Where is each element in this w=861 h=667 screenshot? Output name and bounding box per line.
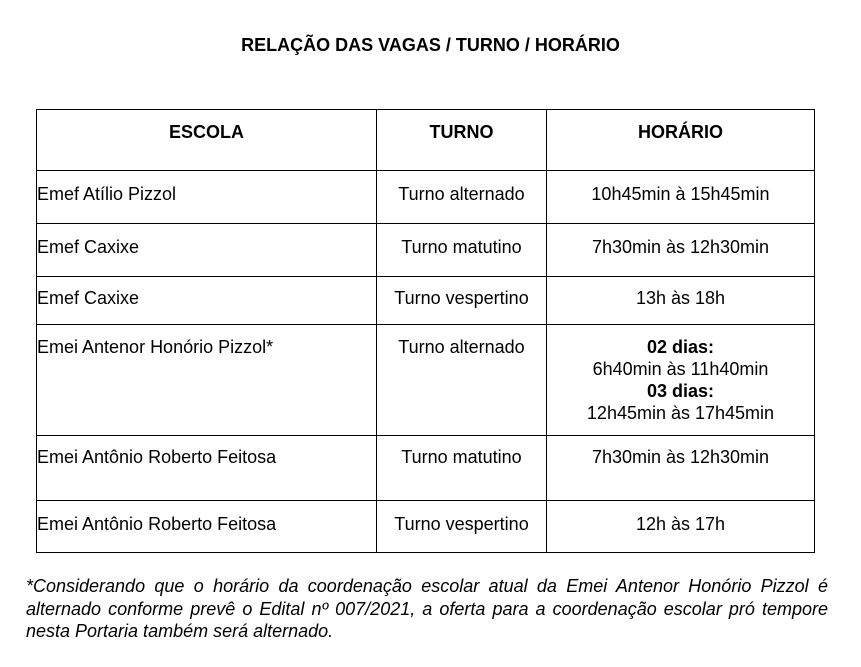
- table-row: [37, 501, 815, 553]
- horario-label: 02 dias:: [646, 337, 715, 357]
- table-row: [37, 224, 815, 277]
- horario-value: 12h45min às 17h45min: [586, 403, 775, 423]
- cell-escola: Emei Antônio Roberto Feitosa: [37, 501, 377, 553]
- cell-escola: Emef Caxixe: [37, 224, 377, 277]
- cell-turno: Turno alternado: [377, 325, 547, 436]
- cell-horario: [547, 325, 815, 436]
- cell-escola: Emef Caxixe: [37, 277, 377, 325]
- cell-escola: Emei Antenor Honório Pizzol*: [37, 325, 377, 436]
- cell-turno: Turno matutino: [377, 224, 547, 277]
- horario-value: 6h40min às 11h40min: [592, 359, 769, 379]
- cell-horario: 13h às 18h: [547, 277, 815, 325]
- cell-turno: Turno vespertino: [377, 501, 547, 553]
- horario-label: 03 dias:: [646, 381, 715, 401]
- header-turno: TURNO: [377, 110, 547, 171]
- table-header-row: [37, 110, 815, 171]
- cell-escola: Emef Atílio Pizzol: [37, 171, 377, 224]
- document-title: RELAÇÃO DAS VAGAS / TURNO / HORÁRIO: [241, 35, 620, 55]
- cell-horario: 12h às 17h: [547, 501, 815, 553]
- cell-horario: 10h45min à 15h45min: [547, 171, 815, 224]
- table-row: [37, 277, 815, 325]
- cell-escola: Emei Antônio Roberto Feitosa: [37, 436, 377, 501]
- header-escola: ESCOLA: [37, 110, 377, 171]
- table-row: [37, 436, 815, 501]
- cell-horario: 7h30min às 12h30min: [547, 224, 815, 277]
- table-row: [37, 325, 815, 436]
- footnote: *Considerando que o horário da coordenação escolar atual da Emei Antenor Honório Pizzol é alternado conforme prevê o Edital nº 007/2021, a oferta para a coordenação escolar pró tempore nesta Portaria também será alternado.: [26, 576, 828, 641]
- cell-horario: 7h30min às 12h30min: [547, 436, 815, 501]
- cell-turno: Turno matutino: [377, 436, 547, 501]
- table-row: [37, 171, 815, 224]
- vagas-table: [36, 109, 815, 553]
- cell-turno: Turno alternado: [377, 171, 547, 224]
- header-horario: HORÁRIO: [547, 110, 815, 171]
- cell-turno: Turno vespertino: [377, 277, 547, 325]
